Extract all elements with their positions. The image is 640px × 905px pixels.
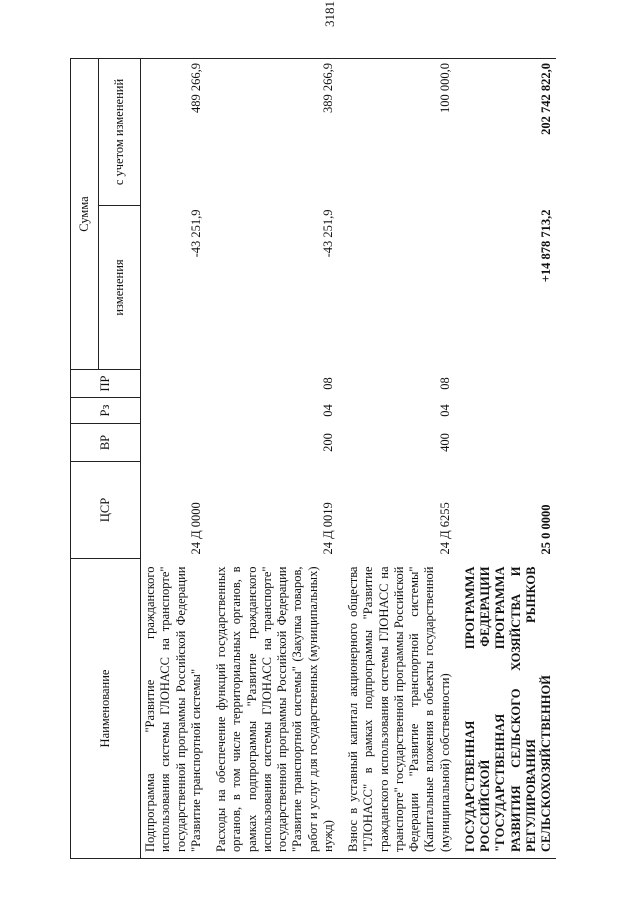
header-vr: ВР bbox=[71, 424, 141, 462]
row-name: Расходы на обеспечение функций государственных органов, в том числе территориальных органов, в рамках подпрограммы "Развитие гражданского использования системы ГЛОНАСС на транспорте" государственной программы Российской Федерации "Развитие транспортной системы" (Закупка товаров, работ и услуг для государственных (муниципальных) нужд) bbox=[206, 559, 338, 859]
row-total: 202 742 822,0 bbox=[455, 59, 557, 206]
page-number: 3181 bbox=[322, 1, 337, 27]
row-name: Взнос в уставный капитал акционерного общества "ГЛОНАСС" в рамках подпрограммы "Развитие гражданского использования системы ГЛОНАСС на транспорте" государственной программы Российской Федерации "Развитие транспортной системы" (Капитальные вложения в объекты государственной (муниципальной) собственности) bbox=[338, 559, 455, 859]
row-pr: 08 bbox=[320, 377, 335, 390]
row-rz bbox=[455, 398, 557, 424]
row-rz bbox=[141, 398, 207, 424]
header-changes: изменения bbox=[99, 206, 141, 370]
header-summa: Сумма bbox=[71, 59, 99, 370]
header-rz: Рз bbox=[71, 398, 141, 424]
table-row bbox=[141, 59, 207, 859]
row-vr bbox=[455, 424, 557, 462]
rotated-page bbox=[70, 59, 610, 859]
row-total: 389 266,9 bbox=[206, 59, 338, 206]
header-with-changes: с учетом изменений bbox=[99, 59, 141, 206]
row-total: 100 000,0 bbox=[338, 59, 455, 206]
header-csr: ЦСР bbox=[71, 462, 141, 559]
row-csr: 24 Д 0019 bbox=[320, 502, 335, 555]
row-csr: 25 0 0000 bbox=[539, 504, 553, 555]
row-csr: 24 Д 6255 bbox=[437, 502, 452, 555]
row-vr: 400 bbox=[437, 433, 452, 452]
table-row bbox=[338, 59, 455, 859]
row-total: 489 266,9 bbox=[141, 59, 207, 206]
row-vr: 200 bbox=[320, 433, 335, 452]
budget-table bbox=[70, 58, 556, 859]
header-name: Наименование bbox=[71, 559, 141, 859]
row-change: -43 251,9 bbox=[188, 209, 203, 258]
row-change bbox=[338, 206, 455, 370]
row-csr: 24 Д 0000 bbox=[188, 502, 203, 555]
row-name: ГОСУДАРСТВЕННАЯ ПРОГРАММА РОССИЙСКОЙ ФЕДЕРАЦИИ "ГОСУДАРСТВЕННАЯ ПРОГРАММА РАЗВИТИЯ СЕЛЬСКОГО ХОЗЯЙСТВА И РЕГУЛИРОВАНИЯ РЫНКОВ СЕЛЬСКОХОЗЯЙСТВЕННОЙ bbox=[455, 559, 557, 859]
row-name: Подпрограмма "Развитие гражданского использования системы ГЛОНАСС на транспорте" государственной программы Российской Федерации "Развитие транспортной системы" bbox=[141, 559, 207, 859]
row-vr bbox=[141, 424, 207, 462]
row-change: -43 251,9 bbox=[320, 209, 335, 258]
row-change: +14 878 713,2 bbox=[539, 209, 553, 283]
table-row bbox=[455, 59, 557, 859]
row-pr: 08 bbox=[437, 377, 452, 390]
row-pr bbox=[455, 370, 557, 398]
header-pr: ПР bbox=[71, 370, 141, 398]
row-rz: 04 bbox=[320, 404, 335, 417]
row-rz: 04 bbox=[437, 404, 452, 417]
row-pr bbox=[141, 370, 207, 398]
table-row bbox=[206, 59, 338, 859]
